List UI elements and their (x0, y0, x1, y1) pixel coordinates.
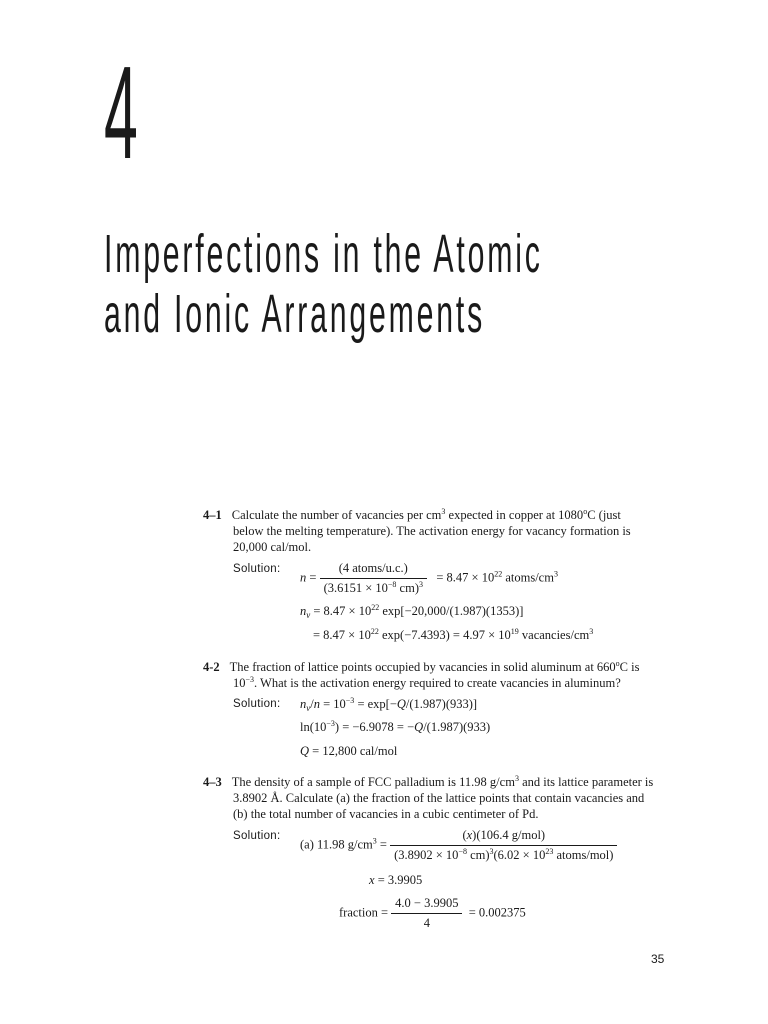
chapter-number: 4 (104, 39, 139, 186)
chapter-title (104, 224, 543, 344)
problem-4-3-statement: 4–3 The density of a sample of FCC palladium is 11.98 $g/cm^3$ and its lattice parameter is 3.8902 Å. Calculate (a) the fraction of the lattice points that contain vacancies and (b) the total number of vacancies in a cubic centimeter of Pd. (203, 774, 654, 821)
equation-density: (a) 11.98 $g/cm^3$ = $\frac{\text{(x)(106.4 g/mol)}}{(3.8902 \times 10^{-8} cm)^3(6.02 \times 10^{23} atoms/mol)}$ (300, 828, 617, 863)
fraction: $\frac{4.0 - 3.9905}{4}$ (391, 896, 462, 931)
equation-ln: $\ln(10^{-3}) = -6.9078 = -Q/(1.987)(933)$ (300, 719, 491, 734)
equation-ratio: $n_v/n = 10^{-3} = \exp[-Q/(1.987)(933)]$ (300, 696, 478, 713)
chapter-title-line2: and Ionic Arrangements (104, 284, 486, 344)
problem-number: 4–1 (203, 508, 222, 522)
fraction: $\frac{\text{(x)(106.4 g/mol)}}{(3.8902 \times 10^{-8} cm)^3(6.02 \times 10^{23} atoms/mol)}$ (390, 828, 617, 863)
solution-label: Solution: (233, 698, 281, 710)
page-number: 35 (651, 952, 665, 966)
equation-x: x = 3.9905 (369, 873, 423, 887)
equation-n: n = $\frac{\text{(4 atoms/u.c.)}}{(3.6151 \times 10^{-8} cm)^3}$ = $8.47 \times 10^{22}$ atoms/$cm^3$ (300, 561, 558, 595)
problem-4-2-statement: 4-2 The fraction of lattice points occupied by vacancies in solid aluminum at 660$^o$C is $10^{-3}$. What is the activation energy required to create vacancies in aluminum? (203, 659, 640, 690)
problem-number: 4–3 (203, 775, 222, 789)
equation-fraction: fraction = $\frac{4.0 - 3.9905}{4}$ = 0.002375 (339, 896, 526, 930)
solution-label: Solution: (233, 830, 281, 842)
problem-number: 4-2 (203, 660, 220, 674)
chapter-title-line1: Imperfections in the Atomic (104, 224, 543, 284)
solution-label: Solution: (233, 563, 281, 575)
equation-Q: Q = 12,800 cal/mol (300, 744, 398, 758)
problem-4-1-statement: 4–1 Calculate the number of vacancies per $cm^3$ expected in copper at 1080$^o$C (just below the melting temperature). The activation energy for vacancy formation is 20,000 cal/mol. (203, 507, 631, 554)
equation-nv: $n_v = 8.47 \times 10^{22}$ exp[−20,000/(1.987)(1353)] (300, 603, 524, 620)
fraction: $\frac{\text{(4 atoms/u.c.)}}{(3.6151 \times 10^{-8} cm)^3}$ (320, 561, 427, 596)
equation-nv-result: = $8.47 \times 10^{22}$ $\exp(-7.4393) = 4.97 \times 10^{19}$ vacancies/$cm^3$ (313, 627, 594, 642)
